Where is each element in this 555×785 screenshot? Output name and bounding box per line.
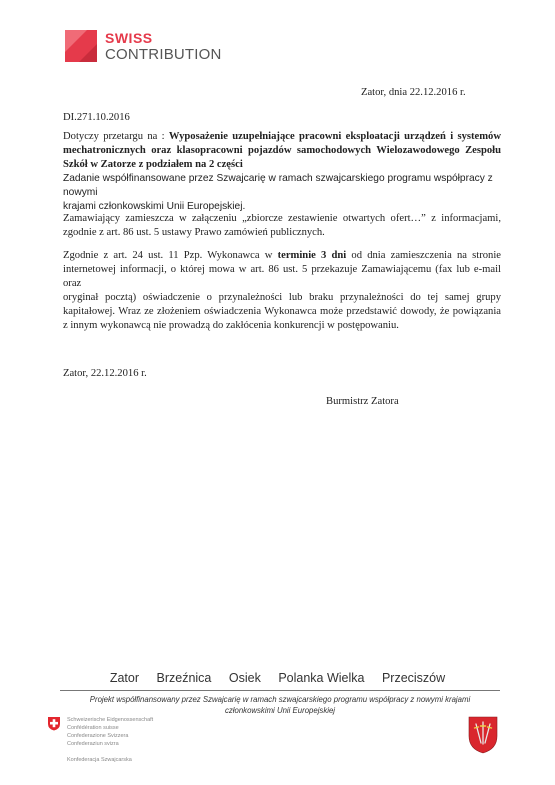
subject-lead: Dotyczy przetargu na : [63, 131, 169, 142]
closing-place-date: Zator, 22.12.2016 r. [63, 368, 147, 379]
swiss-flag-icon [47, 716, 61, 764]
town-name: Przeciszów [381, 671, 446, 685]
paragraph-1-line-1: Zamawiający zamieszcza w załączeniu „zbiorcze zestawienie otwartych ofert…” z informacjami, [63, 213, 501, 224]
footer-cofinance-note [60, 694, 500, 716]
swiss-name-line: Schweizerische Eidgenossenschaft [67, 717, 154, 723]
subject-line-3: Szkół w Zatorze z podziałem na 2 części [63, 159, 243, 170]
signature: Burmistrz Zatora [326, 396, 399, 407]
paragraph-2-line-3: oryginał pocztą) oświadczenie o przynależności lub braku przynależności do tej samej grupy [63, 292, 501, 303]
footer-note-line-1: Projekt współfinansowany przez Szwajcarię w ramach szwajcarskiego programu współpracy z nowymi krajami [89, 695, 471, 704]
swiss-name-line: Confédération suisse [67, 725, 119, 731]
cofinance-line-2: krajami członkowskimi Unii Europejskiej. [63, 201, 246, 212]
swiss-name-line: Confederazione Svizzera [67, 733, 129, 739]
paragraph-2-line-2: internetowej informacji, o której mowa w art. 86 ust. 5 przekazuje Zamawiającemu (fax lub e-mail oraz [63, 264, 501, 289]
swiss-name-line: Konfederacja Szwajcarska [67, 757, 132, 763]
subject-block [63, 130, 501, 214]
cofinance-line-1: Zadanie współfinansowane przez Szwajcarię w ramach szwajcarskiego programu współpracy z nowymi [63, 173, 493, 198]
paragraph-1 [63, 212, 501, 240]
footer-note-line-2: członkowskimi Unii Europejskiej [224, 706, 336, 715]
paragraph-2-line-1c: od dnia zamieszczenia na stronie [346, 250, 501, 261]
brand-name-line2: CONTRIBUTION [105, 45, 222, 63]
town-name: Zator [109, 671, 140, 685]
town-name: Brzeźnica [156, 671, 212, 685]
town-name: Polanka Wielka [278, 671, 365, 685]
reference-number: DI.271.10.2016 [63, 112, 130, 123]
zator-coat-of-arms-icon [468, 716, 498, 759]
paragraph-2-line-5: z innym wykonawcą nie prowadzą do zakłócenia konkurencji w postępowaniu. [63, 320, 399, 331]
place-date: Zator, dnia 22.12.2016 r. [361, 87, 466, 98]
footer-towns [0, 671, 555, 685]
swiss-contribution-mark-icon [65, 30, 97, 62]
paragraph-1-line-2: zgodnie z art. 86 ust. 5 ustawy Prawo zamówień publicznych. [63, 227, 325, 238]
subject-line-1: Wyposażenie uzupełniające pracowni eksploatacji urządzeń i systemów [168, 131, 502, 142]
town-name: Osiek [228, 671, 261, 685]
swiss-confederation-block [47, 716, 153, 764]
footer-divider [60, 690, 500, 691]
paragraph-2-line-4: kapitałowej. Wraz ze złożeniem oświadczenia Wykonawca może przedstawić dowody, że powiązania [63, 306, 501, 317]
paragraph-2 [63, 249, 501, 333]
swiss-contribution-logo [65, 30, 222, 62]
swiss-name-line: Confederaziun svizra [67, 741, 119, 747]
brand-name-line1: SWISS [105, 29, 153, 46]
paragraph-2-line-1a: Zgodnie z art. 24 ust. 11 Pzp. Wykonawca w [63, 250, 278, 261]
subject-line-2: mechatronicznych oraz klasopracowni pojazdów samochodowych Wielozawodowego Zespołu [63, 145, 501, 156]
deadline-emphasis: terminie 3 dni [277, 250, 347, 261]
